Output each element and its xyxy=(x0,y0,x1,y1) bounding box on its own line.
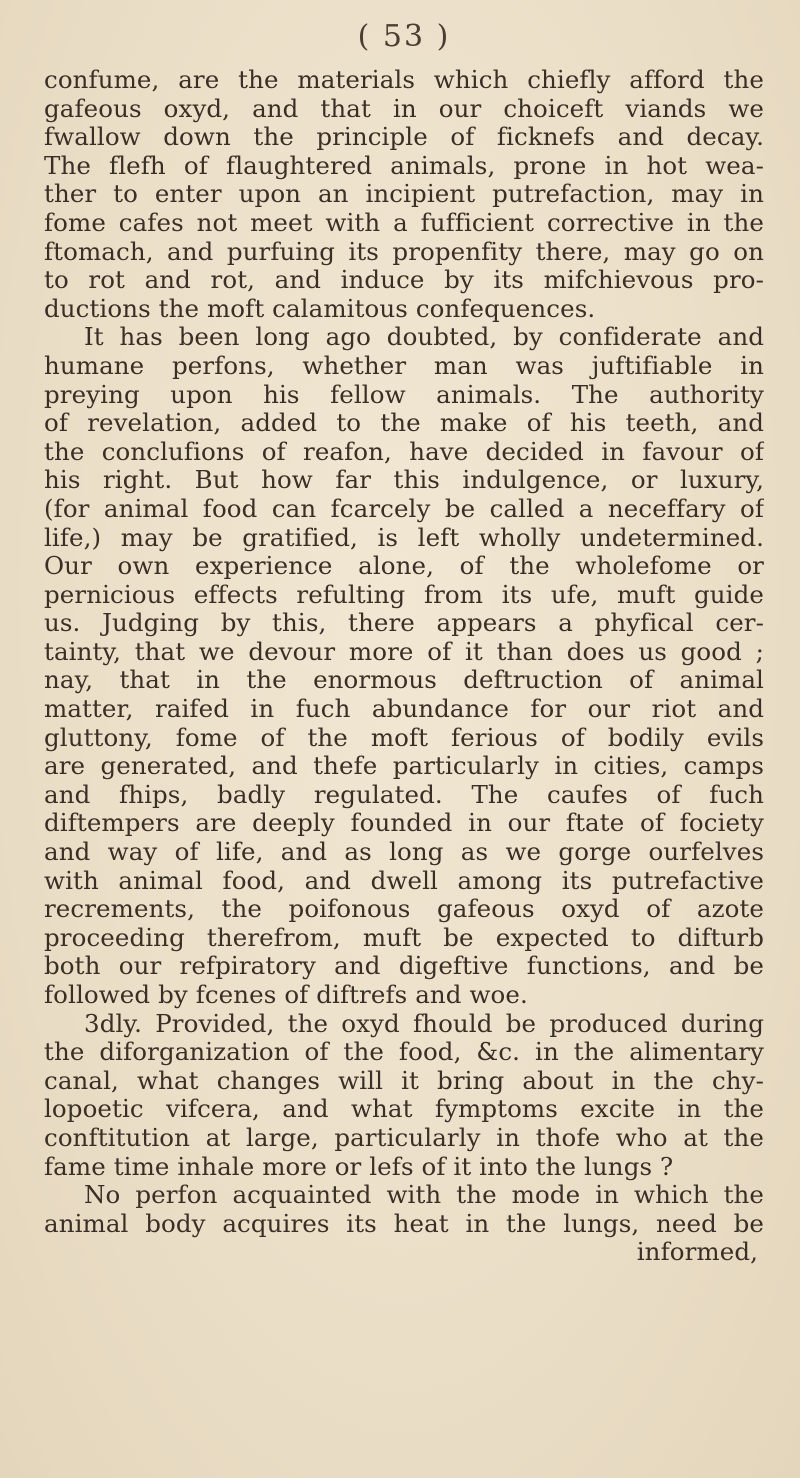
text-line: canal, what changes will it bring about in the chy- xyxy=(44,1066,764,1095)
text-line: diftempers are deeply founded in our ftate of fociety xyxy=(44,809,764,838)
text-line: confume, are the materials which chiefly afford the xyxy=(44,66,764,94)
text-line: (for animal food can fcarcely be called a neceffary of xyxy=(44,494,764,523)
text-line: animal body acquires its heat in the lungs, need be xyxy=(44,1209,764,1238)
text-line: his right. But how far this indulgence, or luxury, xyxy=(44,466,764,495)
text-line: ther to enter upon an incipient putrefaction, may in xyxy=(44,180,764,209)
text-line: The flefh of flaughtered animals, prone in hot wea- xyxy=(44,151,764,180)
text-line: Our own experience alone, of the wholefome or xyxy=(44,552,764,581)
book-page xyxy=(44,20,764,1460)
text-line: humane perfons, whether man was juftifiable in xyxy=(44,351,764,380)
text-line: fome cafes not meet with a fufficient corrective in the xyxy=(44,208,764,237)
text-line: ductions the moft calamitous confequences. xyxy=(44,294,596,323)
text-line: to rot and rot, and induce by its mifchievous pro- xyxy=(44,266,764,295)
text-line: the conclufions of reafon, have decided in favour of xyxy=(44,437,764,466)
text-line: nay, that in the enormous deftruction of animal xyxy=(44,666,764,695)
text-line: gafeous oxyd, and that in our choiceft viands we xyxy=(44,94,764,123)
text-line: matter, raifed in fuch abundance for our riot and xyxy=(44,695,764,724)
text-line: fwallow down the principle of ficknefs and decay. xyxy=(44,123,764,152)
catchword: informed, xyxy=(636,1238,758,1267)
text-line: and fhips, badly regulated. The caufes of fuch xyxy=(44,780,764,809)
text-line: followed by fcenes of diftrefs and woe. xyxy=(44,981,528,1009)
text-line: gluttony, fome of the moft ferious of bodily evils xyxy=(44,723,764,752)
text-line: proceeding therefrom, muft be expected to difturb xyxy=(44,923,764,952)
text-line: us. Judging by this, there appears a phyfical cer- xyxy=(44,609,764,638)
text-line: are generated, and thefe particularly in cities, camps xyxy=(44,752,764,781)
text-line: ftomach, and purfuing its propenfity there, may go on xyxy=(44,237,764,266)
text-line: and way of life, and as long as we gorge ourfelves xyxy=(44,838,764,867)
text-line: of revelation, added to the make of his teeth, and xyxy=(44,409,764,438)
text-line: lopoetic vifcera, and what fymptoms excite in the xyxy=(44,1095,764,1124)
text-line: 3dly. Provided, the oxyd fhould be produced during xyxy=(84,1009,764,1038)
text-line: fame time inhale more or lefs of it into the lungs ? xyxy=(44,1152,674,1181)
text-line: both our refpiratory and digeftive functions, and be xyxy=(44,952,764,981)
text-line: pernicious effects refulting from its ufe, muft guide xyxy=(44,580,764,609)
text-line: the diforganization of the food, &c. in the alimentary xyxy=(44,1038,764,1067)
text-line: No perfon acquainted with the mode in which the xyxy=(84,1181,764,1210)
text-line: tainty, that we devour more of it than does us good ; xyxy=(44,637,764,666)
text-line: with animal food, and dwell among its putrefactive xyxy=(44,866,764,895)
text-line: recrements, the poifonous gafeous oxyd of azote xyxy=(44,895,764,924)
text-line: preying upon his fellow animals. The authority xyxy=(44,380,764,409)
text-line: conftitution at large, particularly in thofe who at the xyxy=(44,1123,764,1152)
text-line: It has been long ago doubted, by confiderate and xyxy=(84,323,764,352)
text-line: life,) may be gratified, is left wholly undetermined. xyxy=(44,523,764,552)
page-number: ( 53 ) xyxy=(357,19,451,54)
body-text xyxy=(44,66,764,1267)
